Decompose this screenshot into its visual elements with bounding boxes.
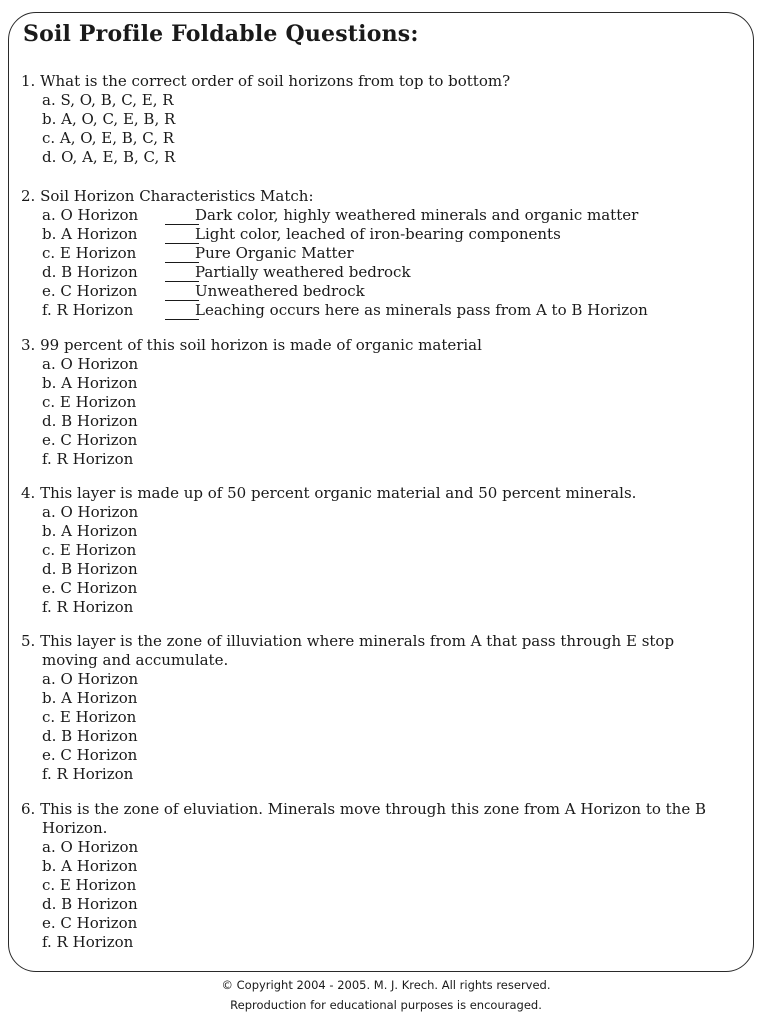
- match-label: e. C Horizon: [42, 282, 138, 300]
- answer-blank[interactable]: [165, 305, 199, 320]
- question-text-continued: moving and accumulate.: [42, 651, 229, 669]
- option-d: d. B Horizon: [42, 895, 138, 913]
- answer-blank[interactable]: [165, 267, 199, 282]
- match-list: [21, 206, 648, 320]
- question-5: [21, 632, 674, 784]
- copyright-line: © Copyright 2004 - 2005. M. J. Krech. All rights reserved.: [221, 978, 551, 992]
- question-text: 99 percent of this soil horizon is made of organic material: [40, 336, 482, 354]
- option-c: c. E Horizon: [42, 393, 137, 411]
- match-row: [42, 282, 648, 301]
- question-stem: [21, 484, 636, 503]
- match-description: Light color, leached of iron-bearing components: [195, 225, 561, 243]
- match-description: Leaching occurs here as minerals pass from A to B Horizon: [195, 301, 648, 319]
- option-b: b. A, O, C, E, B, R: [42, 110, 176, 128]
- question-number: 4.: [21, 484, 36, 502]
- option-b: b. A Horizon: [42, 374, 138, 392]
- option-b: b. A Horizon: [42, 857, 138, 875]
- question-text-continued: Horizon.: [42, 819, 108, 837]
- option-f: f. R Horizon: [42, 598, 134, 616]
- option-list: [21, 91, 510, 167]
- option-list: [21, 503, 636, 617]
- option-list: [21, 355, 482, 469]
- match-label: f. R Horizon: [42, 301, 134, 319]
- question-stem: [21, 187, 648, 206]
- option-b: b. A Horizon: [42, 522, 138, 540]
- option-c: c. A, O, E, B, C, R: [42, 129, 175, 147]
- answer-blank[interactable]: [165, 248, 199, 263]
- match-row: [42, 206, 648, 225]
- match-label: d. B Horizon: [42, 263, 138, 281]
- option-c: c. E Horizon: [42, 876, 137, 894]
- option-d: d. O, A, E, B, C, R: [42, 148, 176, 166]
- option-f: f. R Horizon: [42, 933, 134, 951]
- question-stem: [21, 800, 706, 819]
- option-a: a. O Horizon: [42, 355, 139, 373]
- question-text: Soil Horizon Characteristics Match:: [40, 187, 314, 205]
- option-e: e. C Horizon: [42, 431, 138, 449]
- question-stem: [21, 632, 674, 651]
- question-number: 1.: [21, 72, 36, 90]
- match-label: b. A Horizon: [42, 225, 138, 243]
- question-number: 5.: [21, 632, 36, 650]
- option-a: a. S, O, B, C, E, R: [42, 91, 174, 109]
- match-row: [42, 263, 648, 282]
- option-e: e. C Horizon: [42, 579, 138, 597]
- match-row: [42, 225, 648, 244]
- option-d: d. B Horizon: [42, 727, 138, 745]
- match-row: [42, 244, 648, 263]
- match-description: Pure Organic Matter: [195, 244, 354, 262]
- question-4: [21, 484, 636, 617]
- question-1: [21, 72, 510, 167]
- option-c: c. E Horizon: [42, 541, 137, 559]
- answer-blank[interactable]: [165, 229, 199, 244]
- option-f: f. R Horizon: [42, 765, 134, 783]
- option-list: [21, 670, 674, 784]
- option-a: a. O Horizon: [42, 670, 139, 688]
- option-c: c. E Horizon: [42, 708, 137, 726]
- option-d: d. B Horizon: [42, 560, 138, 578]
- question-text: This layer is made up of 50 percent organic material and 50 percent minerals.: [40, 484, 637, 502]
- option-b: b. A Horizon: [42, 689, 138, 707]
- question-text: This is the zone of eluviation. Minerals move through this zone from A Horizon to the B: [40, 800, 706, 818]
- option-d: d. B Horizon: [42, 412, 138, 430]
- match-label: a. O Horizon: [42, 206, 139, 224]
- option-list: [21, 838, 706, 952]
- question-text: What is the correct order of soil horizons from top to bottom?: [40, 72, 511, 90]
- question-stem: [21, 336, 482, 355]
- copyright-footer: [0, 975, 772, 1015]
- match-row: [42, 301, 648, 320]
- question-number: 6.: [21, 800, 36, 818]
- question-2: [21, 187, 648, 320]
- match-description: Dark color, highly weathered minerals and organic matter: [195, 206, 639, 224]
- option-a: a. O Horizon: [42, 503, 139, 521]
- question-6: [21, 800, 706, 952]
- question-number: 2.: [21, 187, 36, 205]
- question-3: [21, 336, 482, 469]
- page-title: Soil Profile Foldable Questions:: [23, 21, 419, 47]
- match-description: Partially weathered bedrock: [195, 263, 411, 281]
- match-label: c. E Horizon: [42, 244, 137, 262]
- reproduction-notice: Reproduction for educational purposes is encouraged.: [230, 998, 542, 1012]
- question-number: 3.: [21, 336, 36, 354]
- option-f: f. R Horizon: [42, 450, 134, 468]
- answer-blank[interactable]: [165, 210, 199, 225]
- option-a: a. O Horizon: [42, 838, 139, 856]
- option-e: e. C Horizon: [42, 914, 138, 932]
- question-stem: [21, 72, 510, 91]
- option-e: e. C Horizon: [42, 746, 138, 764]
- match-description: Unweathered bedrock: [195, 282, 365, 300]
- answer-blank[interactable]: [165, 286, 199, 301]
- question-text: This layer is the zone of illuviation where minerals from A that pass through E stop: [40, 632, 675, 650]
